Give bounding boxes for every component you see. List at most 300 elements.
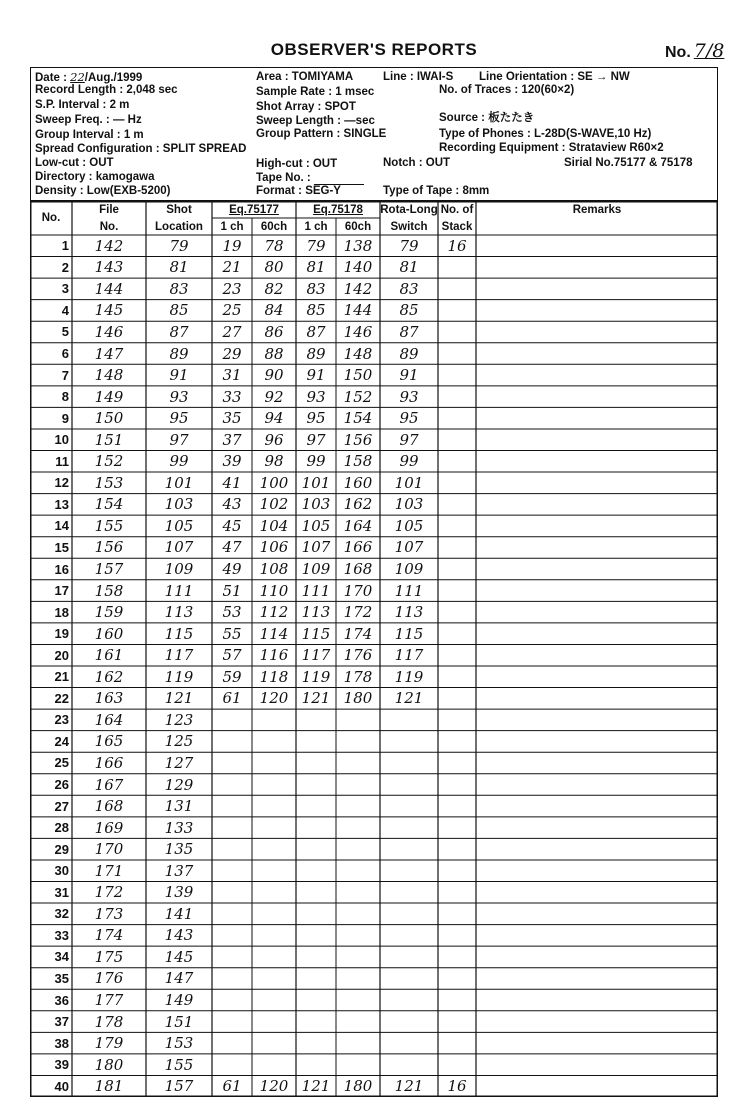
no-of-stack-cell: [438, 580, 476, 602]
eq75178-1ch-cell: [296, 882, 336, 904]
row-number: 12: [54, 475, 69, 491]
eq75178-60ch-cell: 172: [343, 603, 373, 622]
row-number: 31: [54, 884, 69, 900]
eq75178-60ch-cell: 144: [343, 301, 373, 320]
rota-long-switch-cell: 119: [394, 667, 424, 686]
remarks-cell: [476, 364, 718, 386]
eq75177-1ch-cell: 21: [222, 258, 242, 277]
eq75178-1ch-cell: [296, 946, 336, 968]
row-number: 34: [54, 949, 69, 965]
eq75178-60ch-cell: 148: [343, 344, 373, 363]
no-of-stack-cell: [438, 407, 476, 429]
recording-equipment-field: Recording Equipment : Strataview R60×2: [439, 142, 664, 154]
shot-location-cell: 125: [164, 732, 194, 751]
format-field: Format : SEG-Y: [256, 185, 341, 197]
no-of-stack-cell: [438, 688, 476, 710]
row-number: 30: [54, 863, 69, 879]
eq75178-60ch-cell: 160: [343, 473, 373, 492]
eq75177-1ch-cell: [212, 860, 252, 882]
header-remarks: Remarks: [572, 203, 622, 216]
row-number: 7: [61, 367, 69, 383]
file-no-cell: 156: [94, 538, 124, 557]
eq75178-60ch-cell: [336, 882, 380, 904]
eq75178-60ch-cell: 174: [343, 624, 373, 643]
eq75177-1ch-cell: 45: [222, 516, 242, 535]
line-orientation-field: Line Orientation : SE → NW: [479, 71, 630, 83]
eq75178-1ch-cell: 111: [301, 581, 331, 600]
no-of-stack-cell: [438, 494, 476, 516]
row-number: 29: [54, 841, 69, 857]
remarks-cell: [476, 946, 718, 968]
eq75178-60ch-cell: 164: [343, 516, 373, 535]
eq75177-60ch-cell: 82: [264, 279, 284, 298]
no-of-stack-cell: 16: [447, 236, 467, 255]
eq75178-60ch-cell: 138: [343, 236, 373, 255]
file-no-cell: 142: [94, 236, 124, 255]
eq75178-1ch-cell: 81: [306, 258, 326, 277]
eq75177-1ch-cell: 53: [222, 603, 242, 622]
file-no-cell: 163: [94, 689, 124, 708]
file-no-cell: 161: [94, 646, 124, 665]
eq75177-60ch-cell: [252, 925, 296, 947]
eq75177-60ch-cell: [252, 709, 296, 731]
rota-long-switch-cell: 121: [394, 689, 424, 708]
remarks-cell: [476, 774, 718, 796]
low-cut-field: Low-cut : OUT: [35, 157, 114, 169]
remarks-cell: [476, 386, 718, 408]
row-number: 10: [54, 432, 69, 448]
eq75178-1ch-cell: 117: [301, 646, 331, 665]
eq75177-60ch-cell: [252, 1054, 296, 1076]
eq75177-1ch-cell: 31: [222, 366, 242, 385]
sweep-length-field: Sweep Length : —sec: [256, 115, 375, 127]
eq75178-60ch-cell: 176: [343, 646, 373, 665]
eq75178-60ch-cell: 170: [343, 581, 373, 600]
rota-long-switch-cell: [380, 817, 438, 839]
remarks-cell: [476, 903, 718, 925]
no-of-stack-cell: [438, 364, 476, 386]
rota-long-switch-cell: 115: [394, 624, 424, 643]
eq75177-1ch-cell: 55: [222, 624, 242, 643]
file-no-cell: 149: [94, 387, 124, 406]
shot-location-cell: 147: [164, 969, 194, 988]
header-no: No.: [41, 212, 61, 224]
no-of-stack-cell: [438, 731, 476, 753]
file-no-cell: 155: [94, 516, 124, 535]
no-of-stack-cell: [438, 903, 476, 925]
eq75177-1ch-cell: [212, 882, 252, 904]
no-of-stack-cell: [438, 537, 476, 559]
eq75177-60ch-cell: 88: [264, 344, 284, 363]
remarks-cell: [476, 817, 718, 839]
shot-location-cell: 151: [164, 1012, 194, 1031]
row-number: 36: [54, 992, 69, 1008]
eq75178-60ch-cell: [336, 903, 380, 925]
remarks-cell: [476, 558, 718, 580]
row-number: 33: [54, 927, 69, 943]
eq75177-60ch-cell: 116: [259, 646, 289, 665]
file-no-cell: 179: [94, 1034, 124, 1053]
remarks-cell: [476, 494, 718, 516]
eq75177-1ch-cell: 51: [222, 581, 242, 600]
eq75178-1ch-cell: 97: [306, 430, 326, 449]
page-number-value: 7/8: [693, 40, 725, 62]
eq75178-60ch-cell: [336, 925, 380, 947]
eq75177-1ch-cell: [212, 903, 252, 925]
shot-location-cell: 137: [164, 861, 194, 880]
file-no-cell: 165: [94, 732, 124, 751]
eq75178-1ch-cell: 91: [306, 366, 326, 385]
eq75177-60ch-cell: [252, 817, 296, 839]
rota-long-switch-cell: [380, 882, 438, 904]
no-of-stack-cell: [438, 300, 476, 322]
rota-long-switch-cell: [380, 752, 438, 774]
eq75177-1ch-cell: 61: [222, 1077, 242, 1096]
no-of-stack-cell: [438, 644, 476, 666]
shot-array-field: Shot Array : SPOT: [256, 101, 356, 113]
eq75178-60ch-cell: 158: [343, 452, 373, 471]
no-of-stack-cell: [438, 989, 476, 1011]
remarks-cell: [476, 537, 718, 559]
eq75177-1ch-cell: 41: [222, 473, 242, 492]
rota-long-switch-cell: 87: [399, 322, 419, 341]
remarks-cell: [476, 838, 718, 860]
no-of-stack-cell: [438, 925, 476, 947]
remarks-cell: [476, 515, 718, 537]
eq75178-1ch-cell: 105: [301, 516, 331, 535]
eq75177-1ch-cell: 43: [222, 495, 242, 514]
eq75177-60ch-cell: 108: [259, 560, 289, 579]
report-table: [30, 201, 718, 1097]
rota-long-switch-cell: 99: [399, 452, 419, 471]
eq75178-60ch-cell: 156: [343, 430, 373, 449]
eq75177-1ch-cell: 39: [222, 452, 242, 471]
eq75177-60ch-cell: 84: [264, 301, 284, 320]
rota-long-switch-cell: 97: [399, 430, 419, 449]
eq75178-1ch-cell: [296, 925, 336, 947]
rota-long-switch-cell: [380, 838, 438, 860]
header-eq2-1ch: 1 ch: [304, 220, 328, 233]
eq75178-1ch-cell: 85: [306, 301, 326, 320]
eq75177-1ch-cell: [212, 1011, 252, 1033]
date-field: [35, 71, 142, 85]
eq75177-1ch-cell: 59: [222, 667, 242, 686]
rota-long-switch-cell: 109: [394, 560, 424, 579]
eq75178-1ch-cell: [296, 795, 336, 817]
notch-field: Notch : OUT: [383, 157, 451, 169]
eq75177-60ch-cell: [252, 795, 296, 817]
shot-location-cell: 155: [164, 1055, 194, 1074]
eq75178-1ch-cell: [296, 903, 336, 925]
source-field: Source : 板たたき: [439, 112, 535, 124]
sp-interval-field: S.P. Interval : 2 m: [35, 99, 130, 111]
shot-location-cell: 95: [169, 409, 189, 428]
remarks-cell: [476, 278, 718, 300]
eq75177-1ch-cell: 35: [222, 409, 242, 428]
eq75177-1ch-cell: 27: [222, 322, 242, 341]
file-no-cell: 169: [94, 818, 124, 837]
eq75177-60ch-cell: 112: [259, 603, 289, 622]
remarks-cell: [476, 731, 718, 753]
rota-long-switch-cell: 93: [399, 387, 419, 406]
remarks-cell: [476, 644, 718, 666]
file-no-cell: 174: [94, 926, 124, 945]
file-no-cell: 145: [94, 301, 124, 320]
row-number: 23: [54, 712, 69, 728]
header-eq-75178: Eq.75178: [313, 203, 363, 216]
row-number: 2: [61, 259, 69, 275]
remarks-cell: [476, 860, 718, 882]
eq75177-60ch-cell: 78: [264, 236, 284, 255]
shot-location-cell: 85: [169, 301, 189, 320]
eq75177-60ch-cell: [252, 1032, 296, 1054]
remarks-cell: [476, 623, 718, 645]
header-file: File: [99, 203, 119, 216]
eq75178-1ch-cell: 109: [301, 560, 331, 579]
rota-long-switch-cell: [380, 989, 438, 1011]
eq75177-1ch-cell: 61: [222, 689, 242, 708]
rota-long-switch-cell: 81: [399, 258, 419, 277]
eq75178-60ch-cell: 154: [343, 409, 373, 428]
row-number: 1: [61, 238, 69, 254]
no-of-stack-cell: [438, 838, 476, 860]
eq75177-60ch-cell: 106: [259, 538, 289, 557]
file-no-cell: 157: [94, 560, 124, 579]
shot-location-cell: 131: [164, 797, 194, 816]
shot-location-cell: 107: [164, 538, 194, 557]
row-number: 32: [54, 906, 69, 922]
no-of-stack-cell: [438, 515, 476, 537]
no-of-stack-cell: [438, 752, 476, 774]
spread-config-field: Spread Configuration : SPLIT SPREAD: [35, 143, 247, 155]
eq75177-60ch-cell: [252, 946, 296, 968]
eq75178-60ch-cell: [336, 774, 380, 796]
density-field: Density : Low(EXB-5200): [35, 185, 171, 197]
shot-location-cell: 117: [164, 646, 194, 665]
eq75177-60ch-cell: [252, 774, 296, 796]
shot-location-cell: 87: [169, 322, 189, 341]
no-of-stack-cell: [438, 1011, 476, 1033]
eq75178-1ch-cell: [296, 1054, 336, 1076]
no-of-stack-cell: [438, 1032, 476, 1054]
no-of-stack-cell: [438, 817, 476, 839]
remarks-cell: [476, 472, 718, 494]
eq75178-60ch-cell: [336, 860, 380, 882]
eq75177-60ch-cell: 94: [264, 409, 284, 428]
shot-location-cell: 109: [164, 560, 194, 579]
eq75178-60ch-cell: [336, 752, 380, 774]
file-no-cell: 158: [94, 581, 124, 600]
rota-long-switch-cell: [380, 774, 438, 796]
remarks-cell: [476, 688, 718, 710]
eq75177-1ch-cell: 37: [222, 430, 242, 449]
rota-long-switch-cell: [380, 795, 438, 817]
shot-location-cell: 141: [164, 904, 194, 923]
no-of-stack-cell: [438, 623, 476, 645]
eq75178-1ch-cell: [296, 752, 336, 774]
file-no-cell: 170: [94, 840, 124, 859]
rota-long-switch-cell: [380, 709, 438, 731]
remarks-cell: [476, 1054, 718, 1076]
rota-long-switch-cell: [380, 968, 438, 990]
rota-long-switch-cell: [380, 1032, 438, 1054]
shot-location-cell: 83: [169, 279, 189, 298]
no-of-stack-cell: [438, 429, 476, 451]
remarks-cell: [476, 300, 718, 322]
eq75177-60ch-cell: [252, 860, 296, 882]
eq75178-1ch-cell: [296, 1032, 336, 1054]
no-of-stack-cell: [438, 709, 476, 731]
eq75177-1ch-cell: [212, 752, 252, 774]
shot-location-cell: 97: [169, 430, 189, 449]
remarks-cell: [476, 968, 718, 990]
date-label: Date :: [35, 72, 67, 84]
tape-no-label: Tape No. :: [256, 172, 311, 184]
area-field: Area : TOMIYAMA: [256, 71, 354, 83]
shot-location-cell: 81: [169, 258, 189, 277]
remarks-cell: [476, 321, 718, 343]
row-number: 11: [55, 453, 69, 469]
eq75177-60ch-cell: [252, 752, 296, 774]
eq75177-1ch-cell: 47: [222, 538, 242, 557]
file-no-cell: 176: [94, 969, 124, 988]
no-of-stack-cell: [438, 386, 476, 408]
shot-location-cell: 121: [164, 689, 194, 708]
row-number: 16: [54, 561, 69, 577]
eq75177-1ch-cell: [212, 817, 252, 839]
eq75177-60ch-cell: 120: [259, 1077, 289, 1096]
rota-long-switch-cell: 113: [394, 603, 424, 622]
rota-long-switch-cell: 103: [394, 495, 424, 514]
eq75178-60ch-cell: 152: [343, 387, 373, 406]
remarks-cell: [476, 882, 718, 904]
eq75178-1ch-cell: [296, 817, 336, 839]
eq75177-60ch-cell: 96: [264, 430, 284, 449]
remarks-cell: [476, 709, 718, 731]
row-number: 17: [54, 583, 69, 599]
header-no-of: No. of: [440, 203, 474, 216]
row-number: 14: [54, 518, 69, 534]
rota-long-switch-cell: 117: [394, 646, 424, 665]
eq75178-1ch-cell: 121: [301, 689, 331, 708]
shot-location-cell: 93: [169, 387, 189, 406]
file-no-cell: 160: [94, 624, 124, 643]
file-no-cell: 153: [94, 473, 124, 492]
remarks-cell: [476, 257, 718, 279]
remarks-cell: [476, 407, 718, 429]
row-number: 35: [54, 970, 69, 986]
remarks-cell: [476, 989, 718, 1011]
file-no-cell: 150: [94, 409, 124, 428]
row-number: 20: [54, 647, 69, 663]
eq75177-60ch-cell: 98: [264, 452, 284, 471]
header-eq1-1ch: 1 ch: [220, 220, 244, 233]
rota-long-switch-cell: 83: [399, 279, 419, 298]
eq75177-60ch-cell: 80: [264, 258, 284, 277]
eq75178-60ch-cell: [336, 795, 380, 817]
sweep-freq-field: Sweep Freq. : — Hz: [35, 114, 142, 126]
eq75178-60ch-cell: [336, 709, 380, 731]
row-number: 27: [54, 798, 69, 814]
row-number: 6: [61, 346, 69, 362]
date-day: 22: [70, 70, 85, 84]
eq75177-1ch-cell: [212, 1032, 252, 1054]
remarks-cell: [476, 429, 718, 451]
header-eq2-60ch: 60ch: [344, 220, 372, 233]
group-interval-field: Group Interval : 1 m: [35, 129, 144, 141]
file-no-cell: 172: [94, 883, 124, 902]
row-number: 39: [54, 1057, 69, 1073]
eq75177-60ch-cell: 90: [264, 366, 284, 385]
remarks-cell: [476, 580, 718, 602]
file-no-cell: 159: [94, 603, 124, 622]
shot-location-cell: 99: [169, 452, 189, 471]
row-number: 9: [61, 410, 69, 426]
eq75178-60ch-cell: [336, 968, 380, 990]
shot-location-cell: 91: [169, 366, 189, 385]
row-number: 38: [54, 1035, 69, 1051]
eq75178-60ch-cell: [336, 838, 380, 860]
rota-long-switch-cell: 107: [394, 538, 424, 557]
eq75178-60ch-cell: 166: [343, 538, 373, 557]
row-number: 21: [54, 669, 69, 685]
eq75177-1ch-cell: 49: [222, 560, 242, 579]
rota-long-switch-cell: 105: [394, 516, 424, 535]
header-shot-location: Location: [155, 220, 203, 233]
eq75177-1ch-cell: [212, 968, 252, 990]
eq75177-1ch-cell: [212, 774, 252, 796]
rota-long-switch-cell: 91: [399, 366, 419, 385]
eq75177-60ch-cell: [252, 838, 296, 860]
rota-long-switch-cell: 85: [399, 301, 419, 320]
file-no-cell: 180: [94, 1055, 124, 1074]
eq75178-60ch-cell: [336, 817, 380, 839]
high-cut-field: High-cut : OUT: [256, 158, 338, 170]
shot-location-cell: 135: [164, 840, 194, 859]
shot-location-cell: 129: [164, 775, 194, 794]
no-of-stack-cell: [438, 257, 476, 279]
eq75178-1ch-cell: 119: [301, 667, 331, 686]
shot-location-cell: 123: [164, 710, 194, 729]
shot-location-cell: 119: [164, 667, 194, 686]
row-number: 25: [54, 755, 69, 771]
eq75177-1ch-cell: 23: [222, 279, 242, 298]
eq75178-60ch-cell: 180: [343, 1077, 373, 1096]
shot-location-cell: 145: [164, 947, 194, 966]
eq75177-1ch-cell: [212, 989, 252, 1011]
shot-location-cell: 101: [164, 473, 194, 492]
shot-location-cell: 113: [164, 603, 194, 622]
shot-location-cell: 157: [164, 1077, 194, 1096]
page-number-label: No.: [665, 44, 691, 61]
eq75177-60ch-cell: [252, 1011, 296, 1033]
rota-long-switch-cell: 121: [394, 1077, 424, 1096]
rota-long-switch-cell: 101: [394, 473, 424, 492]
no-of-stack-cell: [438, 601, 476, 623]
file-no-cell: 167: [94, 775, 124, 794]
tape-no-field: [256, 172, 364, 185]
rota-long-switch-cell: 79: [399, 236, 419, 255]
no-of-traces-field: No. of Traces : 120(60×2): [439, 84, 575, 96]
row-number: 28: [54, 820, 69, 836]
type-of-tape-field: Type of Tape : 8mm: [383, 185, 490, 197]
remarks-cell: [476, 1075, 718, 1097]
shot-location-cell: 143: [164, 926, 194, 945]
eq75178-1ch-cell: 121: [301, 1077, 331, 1096]
file-no-cell: 152: [94, 452, 124, 471]
file-no-cell: 171: [94, 861, 124, 880]
rota-long-switch-cell: 111: [394, 581, 424, 600]
